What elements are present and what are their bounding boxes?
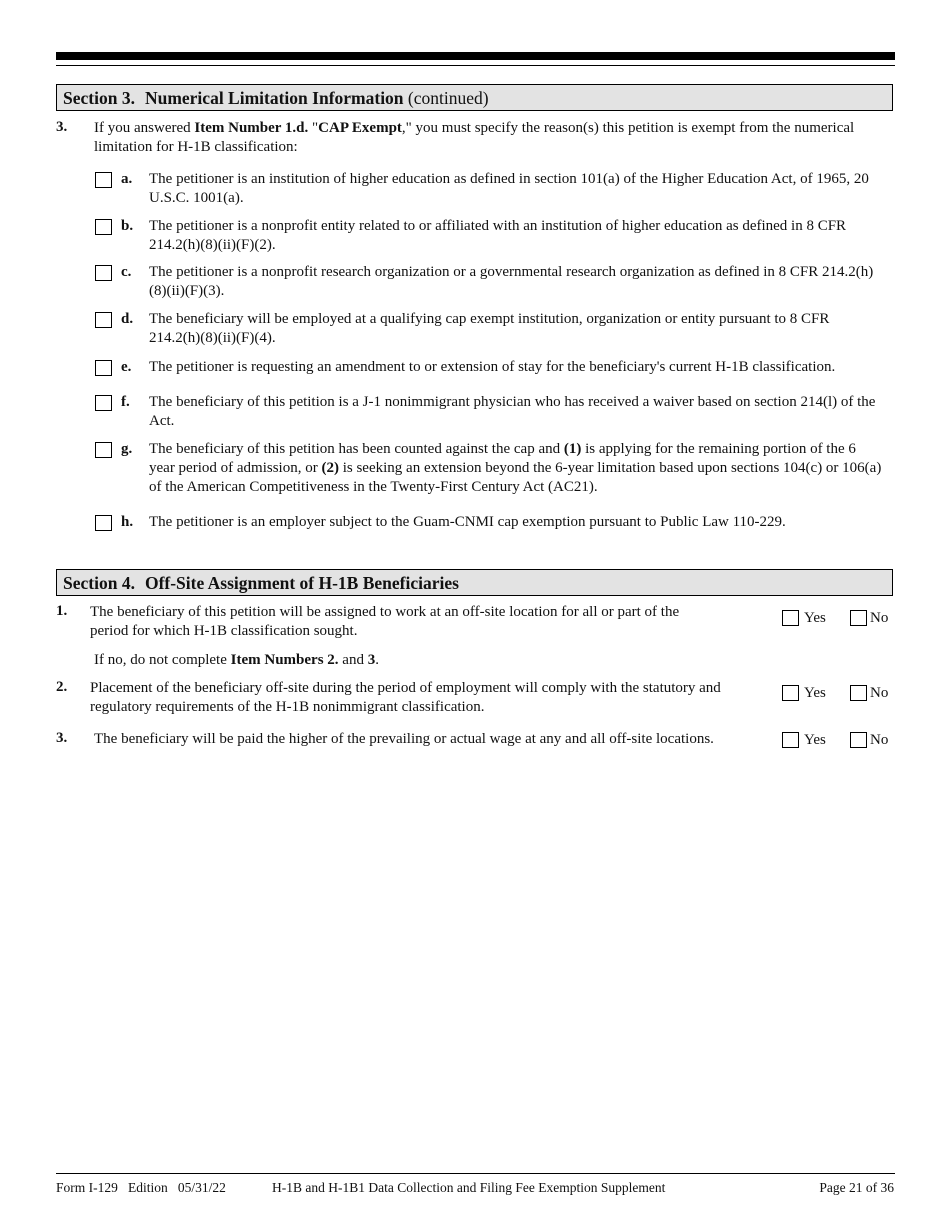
s4-item-1-no-checkbox[interactable] <box>850 610 867 626</box>
option-c-checkbox[interactable] <box>95 265 112 281</box>
option-a-text: The petitioner is an institution of higher education as defined in section 101(a) of the Higher Education Act, of 1965, 20 U.S.C. 1001(a). <box>149 171 869 206</box>
no-label: No <box>870 610 889 626</box>
yes-label: Yes <box>804 732 826 748</box>
option-c-letter: c. <box>121 264 132 280</box>
option-a-letter: a. <box>121 171 133 187</box>
option-d-letter: d. <box>121 311 134 327</box>
option-f-letter: f. <box>121 394 130 410</box>
s4-item-3-text: The beneficiary will be paid the higher of the prevailing or actual wage at any and all off-site locations. <box>94 731 714 747</box>
footer-rule <box>56 1173 895 1174</box>
section-4-title: Off-Site Assignment of H-1B Beneficiaries <box>144 573 459 593</box>
option-f-text: The beneficiary of this petition is a J-1 nonimmigrant physician who has received a waiver based on section 214(l) of the Act. <box>149 394 876 429</box>
option-g-checkbox[interactable] <box>95 442 112 458</box>
item-3-text: If you answered Item Number 1.d. "CAP Exempt," you must specify the reason(s) this petition is exempt from the numerical limitation for H-1B classification: <box>94 120 855 155</box>
section-3-title: Numerical Limitation Information <box>144 88 404 108</box>
item-3-number: 3. <box>56 119 68 135</box>
option-b-letter: b. <box>121 218 134 234</box>
s4-item-3-yes-checkbox[interactable] <box>782 732 799 748</box>
option-g-letter: g. <box>121 441 133 457</box>
option-e-checkbox[interactable] <box>95 360 112 376</box>
option-b-checkbox[interactable] <box>95 219 112 235</box>
yes-label: Yes <box>804 685 826 701</box>
option-g-text: The beneficiary of this petition has been counted against the cap and (1) is applying for the remaining portion of the 6 year period of admission, or (2) is seeking an extension beyond the 6-year limitation based upon sections 104(c) or 106(a) of the American Competitiveness in the Twenty-First Century Act (AC21). <box>149 441 882 495</box>
s4-item-3-no-checkbox[interactable] <box>850 732 867 748</box>
s4-item-1-yes-checkbox[interactable] <box>782 610 799 626</box>
section-3-header <box>56 84 893 111</box>
option-d-text: The beneficiary will be employed at a qualifying cap exempt institution, organization or entity pursuant to 8 CFR 214.2(h)(8)(ii)(F)(4). <box>149 311 830 346</box>
s4-item-1-text: The beneficiary of this petition will be assigned to work at an off-site location for all or part of the period for which H-1B classification sought. <box>90 604 680 639</box>
footer-form-edition: Form I-129 Edition 05/31/22 <box>56 1180 226 1195</box>
section-3-suffix: (continued) <box>407 88 489 108</box>
footer-title: H-1B and H-1B1 Data Collection and Filing Fee Exemption Supplement <box>272 1180 666 1195</box>
option-h-letter: h. <box>121 514 134 530</box>
s4-item-1-number: 1. <box>56 603 68 619</box>
option-a-checkbox[interactable] <box>95 172 112 188</box>
option-f-checkbox[interactable] <box>95 395 112 411</box>
option-e-letter: e. <box>121 359 132 375</box>
s4-item-2-no-checkbox[interactable] <box>850 685 867 701</box>
s4-item-2-text: Placement of the beneficiary off-site during the period of employment will comply with the statutory and regulatory requirements of the H-1B nonimmigrant classification. <box>90 680 721 715</box>
yes-label: Yes <box>804 610 826 626</box>
option-h-checkbox[interactable] <box>95 515 112 531</box>
footer-page-number: Page 21 of 36 <box>819 1180 894 1195</box>
s4-item-2-number: 2. <box>56 679 68 695</box>
section-4-label: Section 4. <box>63 573 135 593</box>
option-d-checkbox[interactable] <box>95 312 112 328</box>
s4-item-3-number: 3. <box>56 730 68 746</box>
no-label: No <box>870 685 889 701</box>
option-h-text: The petitioner is an employer subject to the Guam-CNMI cap exemption pursuant to Public Law 110-229. <box>149 514 786 530</box>
top-rule-thin <box>56 65 895 66</box>
option-c-text: The petitioner is a nonprofit research organization or a governmental research organization as defined in 8 CFR 214.2(h)(8)(ii)(F)(3). <box>149 264 874 299</box>
section-4-header <box>56 569 893 596</box>
s4-note: If no, do not complete Item Numbers 2. and 3. <box>94 652 379 668</box>
s4-item-2-yes-checkbox[interactable] <box>782 685 799 701</box>
option-e-text: The petitioner is requesting an amendment to or extension of stay for the beneficiary's current H-1B classification. <box>149 359 836 375</box>
no-label: No <box>870 732 889 748</box>
section-3-label: Section 3. <box>63 88 135 108</box>
option-b-text: The petitioner is a nonprofit entity related to or affiliated with an institution of higher education as defined in 8 CFR 214.2(h)(8)(ii)(F)(2). <box>149 218 847 253</box>
top-rule-thick <box>56 52 895 60</box>
